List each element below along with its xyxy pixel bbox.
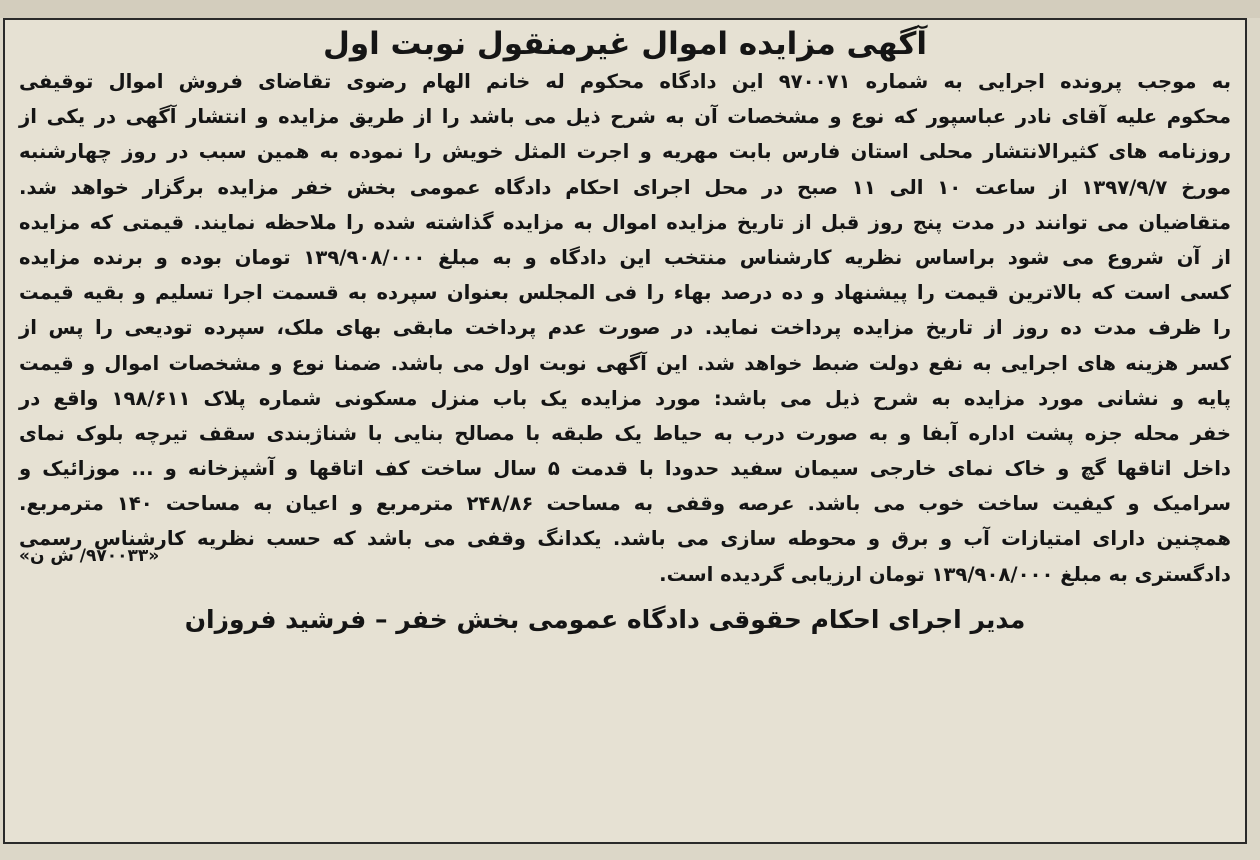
body-line: را ظرف مدت ده روز از تاریخ مزایده پرداخت نماید. در صورت عدم پرداخت مابقی بهای ملک، سپرده تودیعی را پس از (19, 316, 1231, 340)
notice-signature: مدیر اجرای احکام حقوقی دادگاه عمومی بخش خفر – فرشید فروزان (184, 604, 1026, 634)
body-line: مورخ ۱۳۹۷/۹/۷ از ساعت ۱۰ الی ۱۱ صبح در محل اجرای احکام دادگاه عمومی بخش خفر مزایده برگزار خواهد شد. (19, 175, 1232, 199)
body-line: متقاضیان می توانند در مدت پنج روز قبل از تاریخ مزایده اموال به مزایده گذاشته شده را ملاحظه نمایند. قیمتی که مزایده (19, 210, 1231, 234)
notice-code: «۹۷۰۰۳۳/ ش ن» (19, 545, 160, 566)
notice-title: آگهی مزایده اموال غیرمنقول نوبت اول (322, 26, 928, 62)
top-margin-strip (0, 0, 1260, 18)
notice-content (19, 24, 1231, 640)
body-line: به موجب پرونده اجرایی به شماره ۹۷۰۰۷۱ این دادگاه محکوم له خانم الهام رضوی تقاضای فروش اموال توقیفی (19, 70, 1231, 93)
body-line: محکوم علیه آقای نادر عباسپور که نوع و مشخصات آن به شرح ذیل می باشد را از طریق مزایده و انتشار آگهی در یکی از (19, 105, 1231, 129)
body-line: داخل اتاقها گچ و خاک نمای خارجی سیمان سفید حدودا با قدمت ۵ سال ساخت کف اتاقها و آشپزخانه و ... موزائیک و (19, 457, 1231, 481)
body-line: سرامیک و کیفیت ساخت خوب می باشد. عرصه وقفی به مساحت ۲۴۸/۸۶ مترمربع و اعیان به مساحت ۱۴۰ مترمربع. (19, 492, 1231, 516)
body-line: خفر محله جزه پشت اداره آبفا و به صورت درب به حیاط یک طبقه با مصالح بنایی با شناژبندی سقف تیرچه بلوک نمای (19, 421, 1231, 445)
body-line-last-text: دادگستری به مبلغ ۱۳۹/۹۰۸/۰۰۰ تومان ارزیابی گردیده است. (659, 562, 1231, 586)
body-line-last (19, 545, 1231, 592)
body-line: کسر هزینه های اجرایی به نفع دولت ضبط خواهد شد. این آگهی نوبت اول می باشد. ضمنا نوع و مشخصات اموال و قیمت (19, 351, 1231, 375)
body-line: از آن شروع می شود براساس نظریه کارشناس منتخب این دادگاه و به مبلغ ۱۳۹/۹۰۸/۰۰۰ تومان بوده و برنده مزایده (19, 245, 1231, 269)
body-line: روزنامه های کثیرالانتشار محلی استان فارس بابت مهریه و اجرت المثل خویش را نموده به همین سبب در روز چهارشنبه (19, 140, 1231, 164)
body-line: پایه و نشانی مورد مزایده به شرح ذیل می باشد: مورد مزایده یک باب منزل مسکونی شماره پلاک ۱۹۸/۶۱۱ واقع در (19, 386, 1231, 410)
auction-notice (3, 18, 1247, 844)
notice-body (19, 64, 1231, 592)
body-line: کسی است که بالاترین قیمت را پیشنهاد و ده درصد بهاء را فی المجلس بعنوان سپرده به قسمت اجرا تسلیم و بقیه قیمت (19, 281, 1231, 305)
body-line: همچنین دارای امتیازات آب و برق و محوطه سازی می باشد. یکدانگ وقفی می باشد که حسب نظریه کارشناس رسمی (19, 527, 1231, 551)
